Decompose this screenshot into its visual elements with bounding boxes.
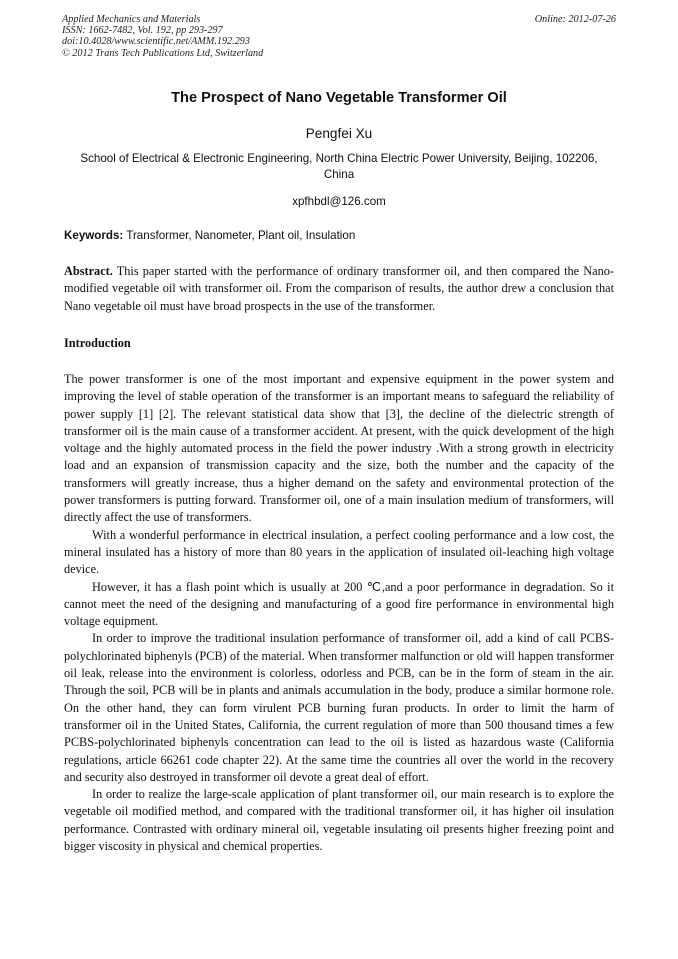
paragraph: In order to realize the large-scale application of plant transformer oil, our main research is to explore the vegetable oil modified method, and compared with the traditional transformer oil, it has higher oil insulation performance. Contrasted with ordinary mineral oil, vegetable insulating oil presents higher freezing point and bigger viscosity in physical and chemical properties. xyxy=(64,787,614,854)
paragraph: However, it has a flash point which is usually at 200 ℃,and a poor performance in degradation. So it cannot meet the need of the designing and manufacturing of a good fire performance in environmental high voltage equipment. xyxy=(64,579,614,629)
abstract-label: Abstract. xyxy=(64,264,113,278)
paragraph: With a wonderful performance in electrical insulation, a perfect cooling performance and a low cost, the mineral insulated has a history of more than 80 years in the application of insulated oil-leaching high voltage device. xyxy=(64,527,614,577)
keywords-text: Transformer, Nanometer, Plant oil, Insulation xyxy=(126,229,356,242)
abstract-text: This paper started with the performance of ordinary transformer oil, and then compared the Nano-modified vegetable oil with transformer oil. From the comparison of results, the author drew a conclusion that Nano vegetable oil must have broad prospects in the use of the transformer. xyxy=(64,264,614,313)
paper-title: The Prospect of Nano Vegetable Transformer Oil xyxy=(171,90,507,106)
paragraph: The power transformer is one of the most important and expensive equipment in the power system and improving the level of stable operation of the transformer is an important means to safeguard the reliability of power supply [1] [2]. The relevant statistical data show that [3], the decline of the dielectric strength of transformer oil is the main cause of a transformer accident. At present, with the quick development of the high voltage and the highly automated process in the field the power industry .With a strong growth in electricity load and an expansion of transmission capacity and the size, both the number and the capacity of the transformers will greatly increase, thus a higher demand on the safety and environmental protection of the power transformers is putting forward. Transformer oil, one of a main insulation medium of transformers, will directly affect the use of transformers. xyxy=(64,372,614,525)
keywords-label: Keywords: xyxy=(64,229,124,242)
doi-line: doi:10.4028/www.scientific.net/AMM.192.293 xyxy=(62,36,250,48)
copyright-line: © 2012 Trans Tech Publications Ltd, Switzerland xyxy=(62,47,264,59)
affiliation: School of Electrical & Electronic Engineering, North China Electric Power University, Beijing, 102206, China xyxy=(80,152,598,181)
author-name: Pengfei Xu xyxy=(305,126,373,141)
journal-name: Applied Mechanics and Materials xyxy=(62,14,201,25)
section-heading-introduction: Introduction xyxy=(64,336,131,350)
abstract xyxy=(64,263,614,315)
introduction-body xyxy=(64,371,614,855)
paragraph: In order to improve the traditional insulation performance of transformer oil, add a kind of call PCBS-polychlorinated biphenyls (PCB) of the material. When transformer malfunction or old will happen transformer oil leak, release into the environment is colorless, odorless and PCB, can be in the form of steam in the air. Through the soil, PCB will be in plants and animals accumulation in the body, produce a similar hormone role. On the other hand, they can form virulent PCB burning furan products. In order to limit the harm of transformer oil in the United States, California, the current regulation of more than 500 thousand times a few PCBS-polychlorinated biphenyls concentration can lead to the oil is listed as hazardous waste (California regulations, article 66261 code chapter 22). At the same time the countries all over the world in the recovery and security also destroyed in transformer oil devote a great deal of effort. xyxy=(64,631,614,784)
keywords-line xyxy=(64,229,616,242)
issn-line: ISSN: 1662-7482, Vol. 192, pp 293-297 xyxy=(62,25,223,37)
author-email: xpfhbdl@126.com xyxy=(292,195,386,208)
journal-info xyxy=(62,14,263,59)
online-date: Online: 2012-07-26 xyxy=(534,14,616,25)
